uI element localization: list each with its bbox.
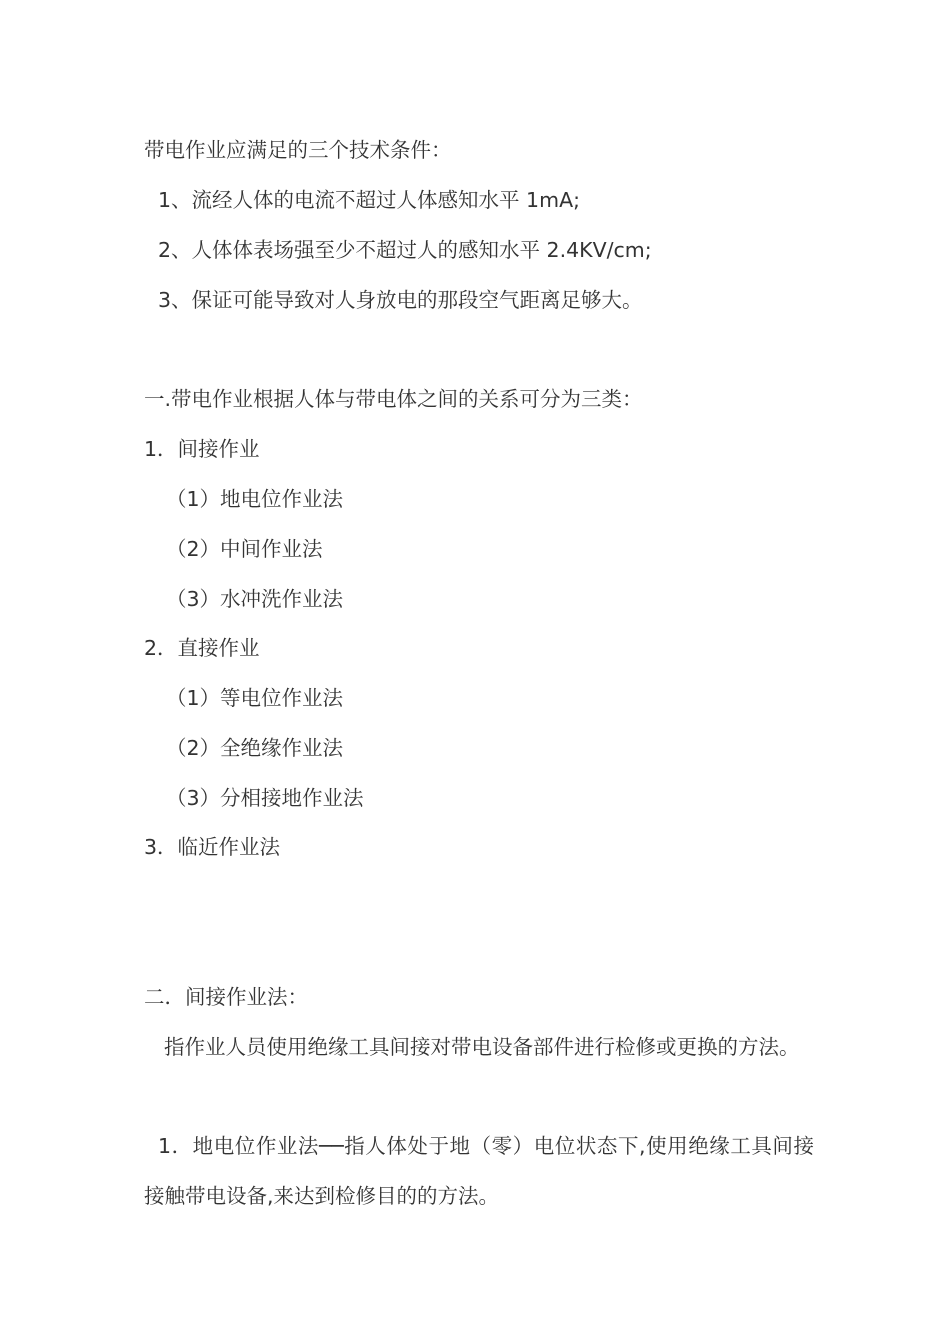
category-2-item-b: （2）全绝缘作业法 [166,736,344,760]
category-2: 2．直接作业 [144,636,260,660]
section-1-title: 一.带电作业根据人体与带电体之间的关系可分为三类： [144,387,643,411]
category-2-item-a: （1）等电位作业法 [166,686,344,710]
section-2-item-1: 1．地电位作业法──指人体处于地（零）电位状态下,使用绝缘工具间接接触带电设备,来达到检修目的的方法。 [144,1134,814,1208]
condition-1: 1、流经人体的电流不超过人体感知水平 1mA; [158,188,581,212]
condition-3: 3、保证可能导致对人身放电的那段空气距离足够大。 [158,288,643,312]
condition-2: 2、人体体表场强至少不超过人的感知水平 2.4KV/cm; [158,238,652,262]
category-1-item-c: （3）水冲洗作业法 [166,587,344,611]
category-1-item-a: （1）地电位作业法 [166,487,344,511]
category-1: 1．间接作业 [144,437,260,461]
category-2-item-c: （3）分相接地作业法 [166,786,364,810]
category-1-item-b: （2）中间作业法 [166,537,323,561]
section-2-paragraph: 指作业人员使用绝缘工具间接对带电设备部件进行检修或更换的方法。 [164,1035,800,1059]
heading-technical-conditions: 带电作业应满足的三个技术条件： [144,138,452,162]
section-2-title: 二．间接作业法： [144,985,308,1009]
category-3: 3．临近作业法 [144,835,281,859]
